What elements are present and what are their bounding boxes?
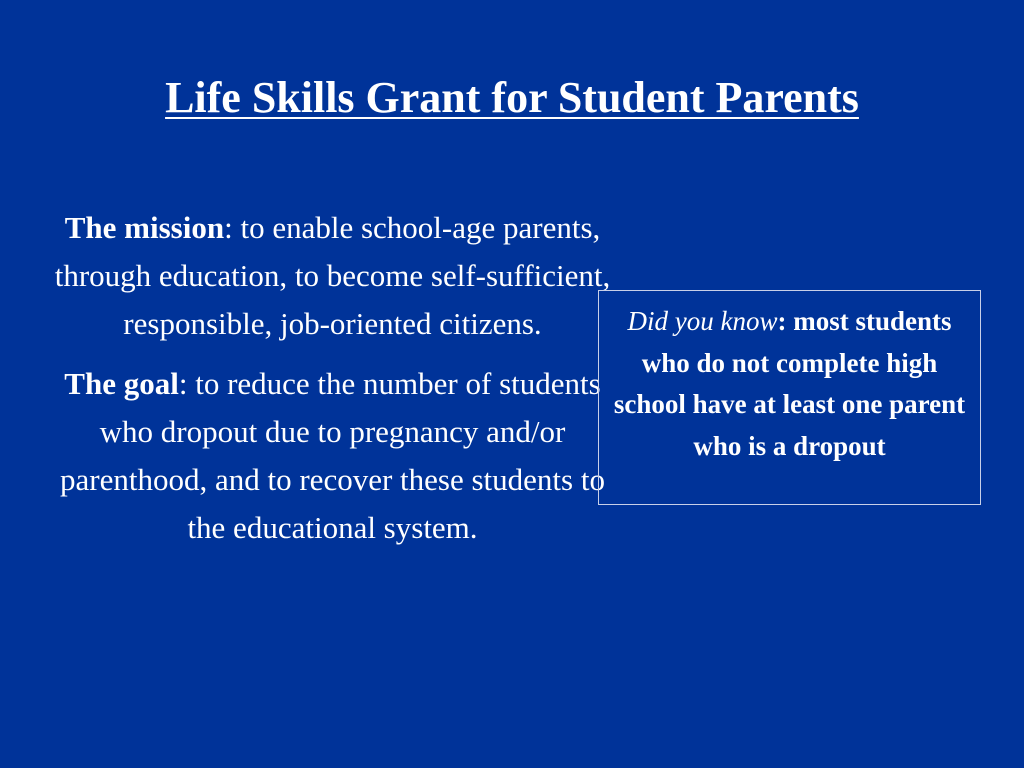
mission-text: to enable school-age parents, through education, to become self-sufficient, responsible, job-oriented citizens. [54, 210, 611, 341]
callout-label: Did you know [627, 306, 778, 336]
slide-title: Life Skills Grant for Student Parents [165, 73, 859, 122]
callout-separator: : [777, 306, 787, 336]
mission-paragraph [50, 204, 615, 348]
mission-label: The mission [64, 210, 225, 245]
goal-text: to reduce the number of students who dropout due to pregnancy and/or parenthood, and to recover these students to the educational system. [60, 366, 605, 545]
goal-paragraph [50, 360, 615, 552]
did-you-know-callout [598, 290, 981, 505]
callout-text: most students who do not complete high school have at least one parent who is a dropout [613, 306, 966, 461]
mission-separator: : [224, 210, 233, 245]
goal-separator: : [178, 366, 188, 401]
goal-label: The goal [64, 366, 179, 401]
body-text-column [50, 204, 615, 564]
